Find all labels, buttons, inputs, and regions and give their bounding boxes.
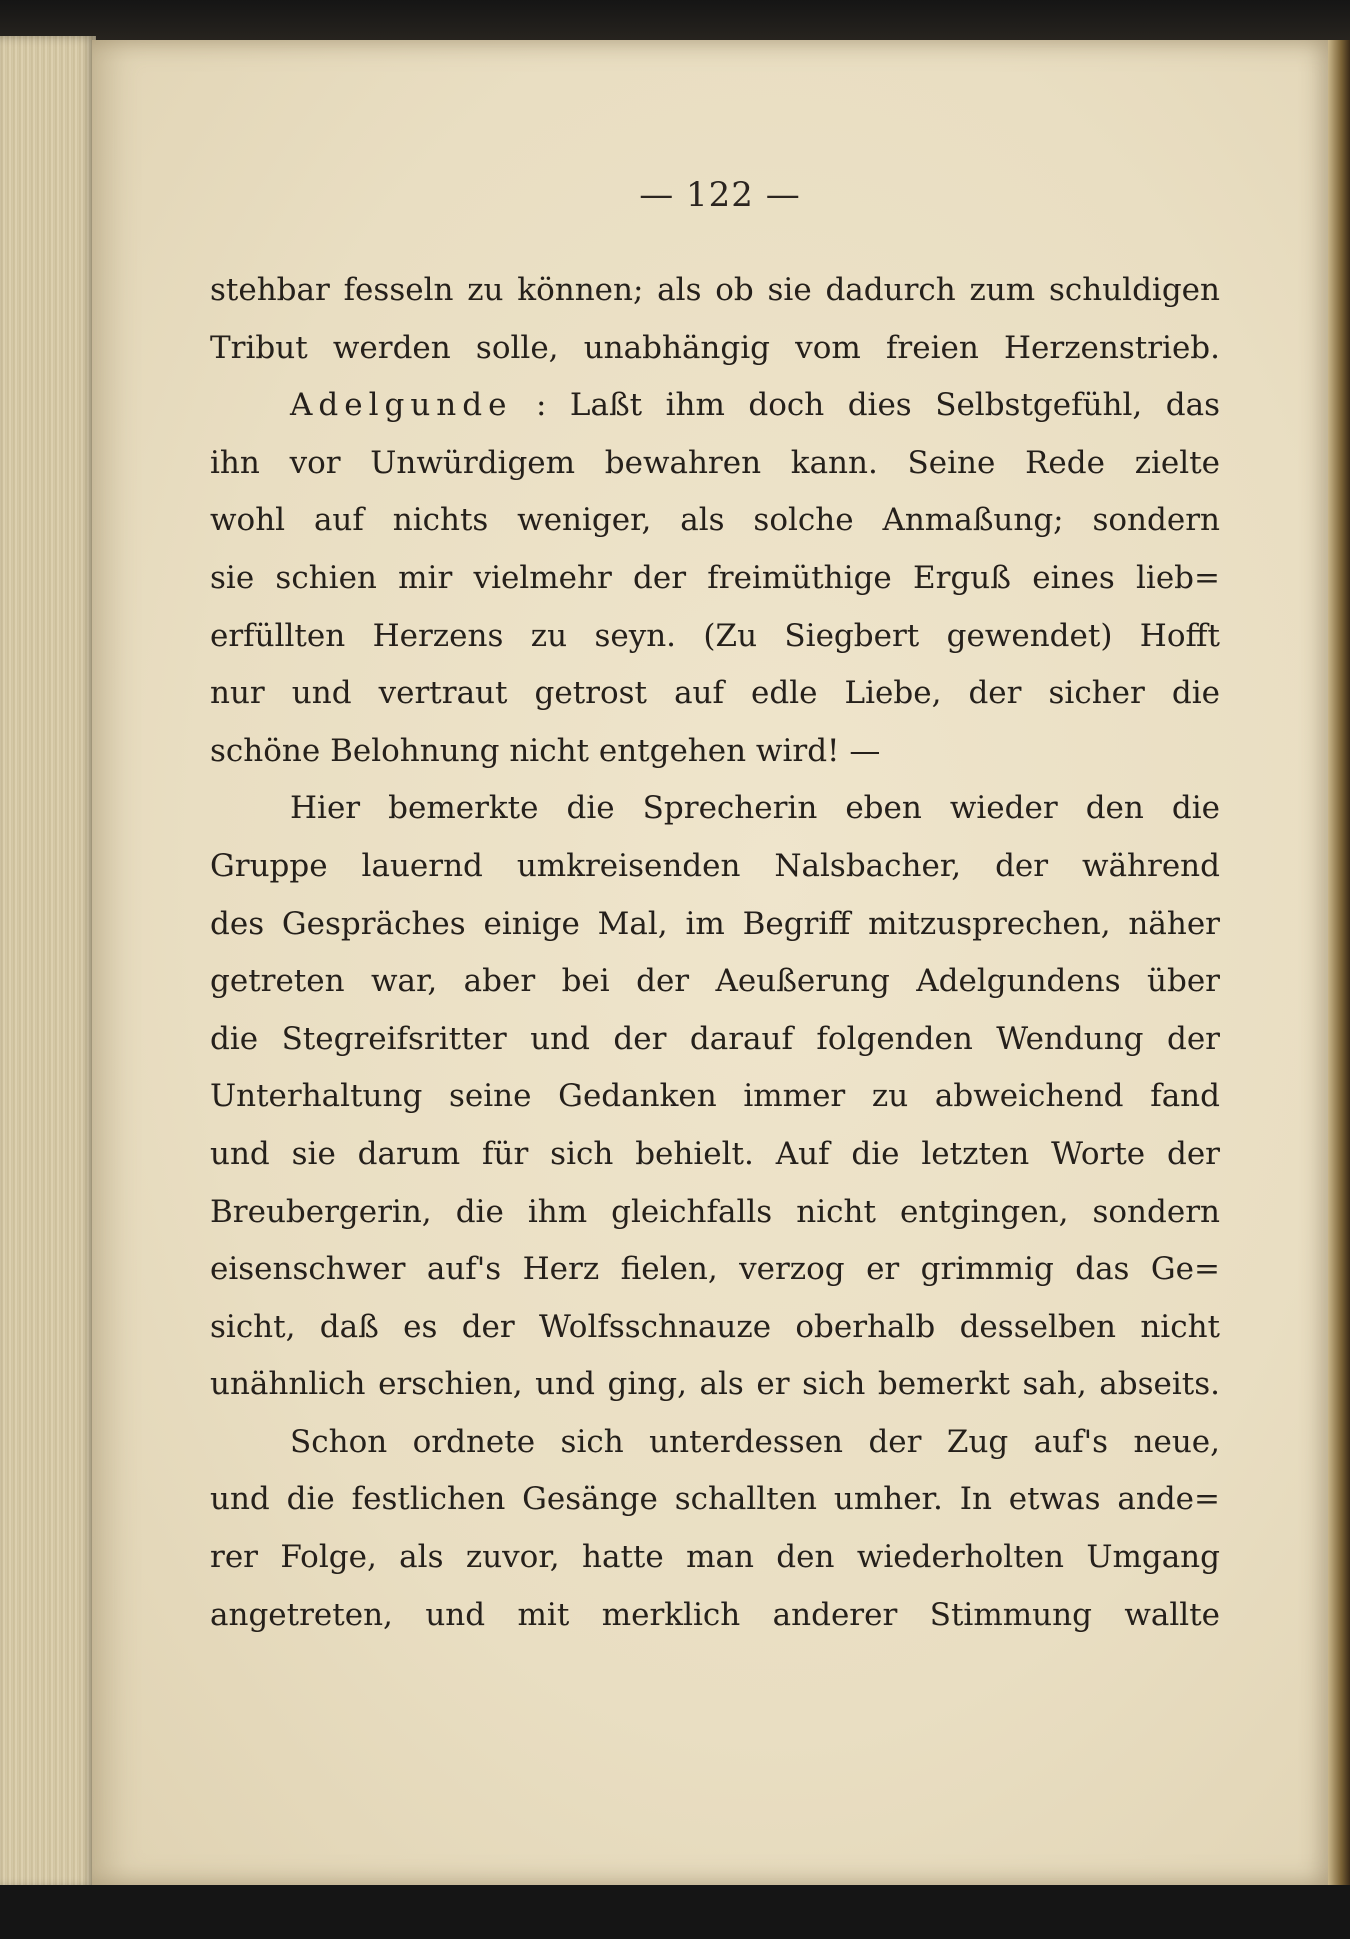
text-line	[210, 1299, 1220, 1357]
text-line	[210, 896, 1220, 954]
text-line-content: schöne Belohnung nicht entgehen wird! —	[210, 732, 881, 769]
text-line-content: und sie darum für sich behielt. Auf die letzten Worte der	[210, 1135, 1220, 1172]
text-line-content: Schon ordnete sich unterdessen der Zug auf's neue,	[290, 1423, 1220, 1460]
text-line-content: erfüllten Herzens zu seyn. (Zu Siegbert gewendet) Hofft	[210, 617, 1220, 654]
text-line-content: des Gespräches einige Mal, im Begriff mitzusprechen, näher	[210, 905, 1220, 942]
text-line-content: getreten war, aber bei der Aeußerung Adelgundens über	[210, 963, 1220, 1000]
text-line-content: unähnlich erschien, und ging, als er sich bemerkt sah, abseits.	[210, 1366, 1220, 1403]
text-line-content: Breubergerin, die ihm gleichfalls nicht entgingen, sondern	[210, 1193, 1220, 1230]
text-line-content: rer Folge, als zuvor, hatte man den wiederholten Umgang	[210, 1539, 1220, 1576]
text-line	[210, 665, 1220, 723]
text-line	[210, 1529, 1220, 1587]
page-number: — 122 —	[639, 175, 801, 215]
text-line	[210, 1414, 1220, 1472]
text-line-content: wohl auf nichts weniger, als solche Anmaßung; sondern	[210, 502, 1220, 539]
text-line	[210, 1068, 1220, 1126]
text-line-content: sicht, daß es der Wolfsschnauze oberhalb desselben nicht	[210, 1308, 1220, 1345]
book-spine-edge	[1328, 40, 1350, 1886]
text-line	[210, 1241, 1220, 1299]
scan-bottom-border	[0, 1885, 1350, 1939]
text-line	[210, 953, 1220, 1011]
text-line-content: : Laßt ihm doch dies Selbstgefühl, das	[535, 387, 1221, 424]
text-line	[210, 1126, 1220, 1184]
text-line	[210, 1587, 1220, 1645]
text-line-content: Tribut werden solle, unabhängig vom freien Herzenstrieb.	[210, 329, 1220, 366]
text-line	[210, 262, 1220, 320]
text-line	[210, 780, 1220, 838]
text-line-content: eisenschwer auf's Herz fielen, verzog er grimmig das Ge=	[210, 1251, 1220, 1288]
page-stack-edge	[0, 36, 96, 1888]
body-text	[210, 262, 1220, 1644]
text-line-content: stehbar fesseln zu können; als ob sie dadurch zum schuldigen	[210, 272, 1220, 308]
text-line-content: sie schien mir vielmehr der freimüthige Erguß eines lieb=	[210, 559, 1220, 596]
text-line	[210, 1184, 1220, 1242]
text-line-content: angetreten, und mit merklich anderer Stimmung wallte	[210, 1596, 1220, 1633]
text-line	[210, 377, 1220, 435]
text-line	[210, 1011, 1220, 1069]
text-line-content: und die festlichen Gesänge schallten umher. In etwas ande=	[210, 1481, 1220, 1518]
text-line-content: die Stegreifsritter und der darauf folgenden Wendung der	[210, 1020, 1220, 1057]
text-line	[210, 1356, 1220, 1414]
text-line-content: Hier bemerkte die Sprecherin eben wieder den die	[290, 790, 1220, 827]
text-line-content: ihn vor Unwürdigem bewahren kann. Seine Rede zielte	[210, 444, 1220, 481]
text-line	[210, 1471, 1220, 1529]
text-line	[210, 492, 1220, 550]
text-line-content: Gruppe lauernd umkreisenden Nalsbacher, der während	[210, 847, 1220, 884]
text-line	[210, 320, 1220, 378]
text-line	[210, 608, 1220, 666]
text-line	[210, 550, 1220, 608]
text-line-content: nur und vertraut getrost auf edle Liebe, der sicher die	[210, 675, 1220, 712]
text-line	[210, 723, 1220, 781]
text-line	[210, 435, 1220, 493]
text-line	[210, 838, 1220, 896]
speaker-name: Adelgunde	[290, 387, 513, 424]
text-line-content: Unterhaltung seine Gedanken immer zu abweichend fand	[210, 1078, 1220, 1115]
